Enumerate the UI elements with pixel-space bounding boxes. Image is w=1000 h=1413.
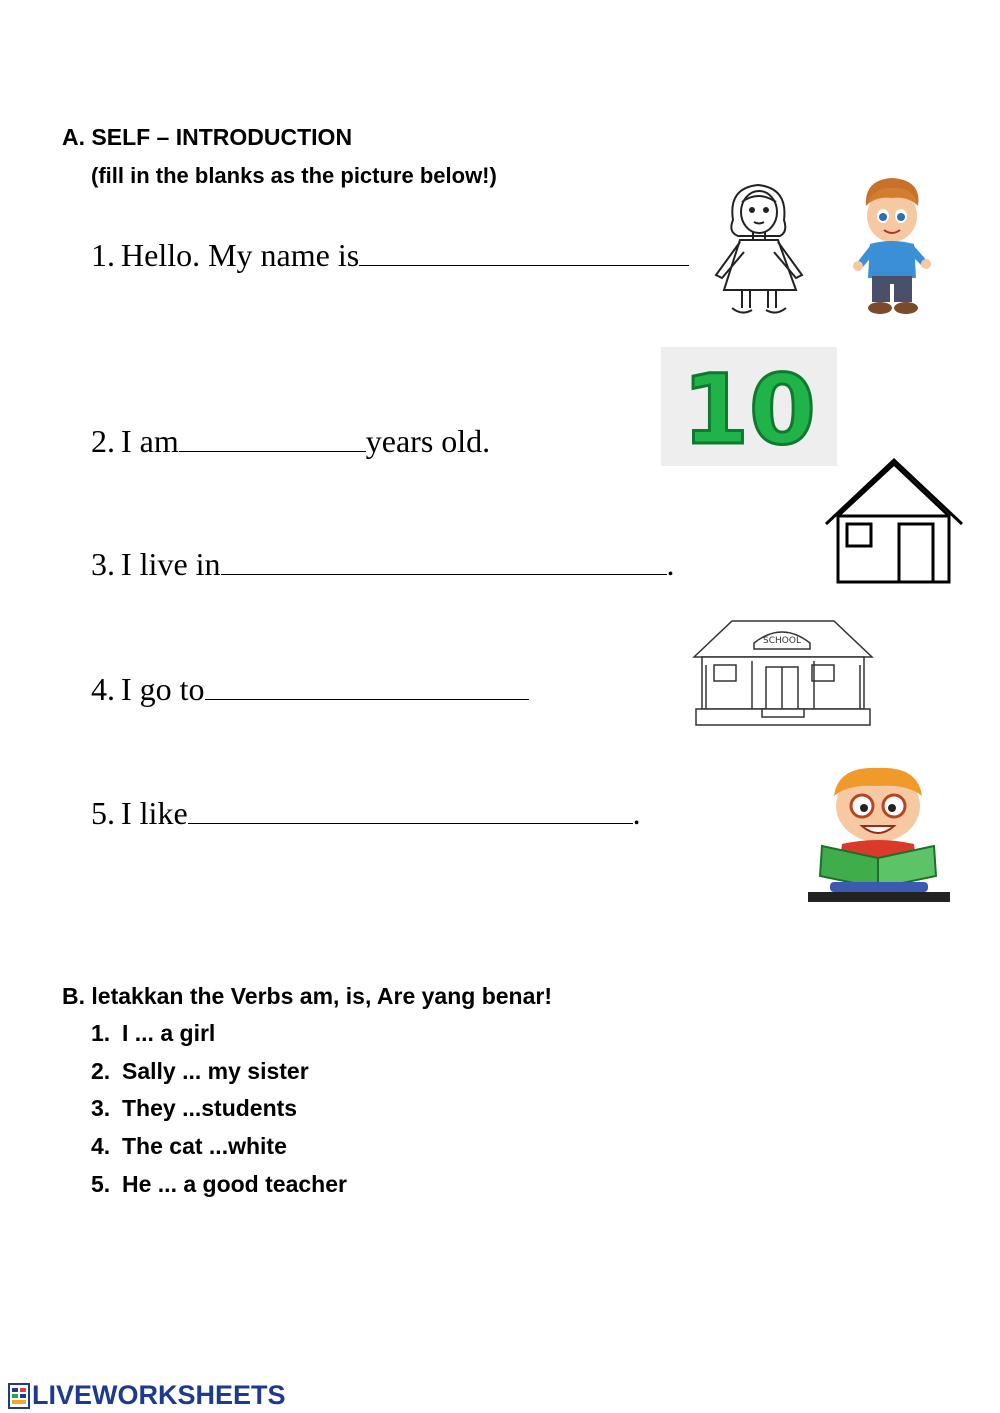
section-a-title: A. SELF – INTRODUCTION xyxy=(62,124,353,150)
item-text: Sally ... my sister xyxy=(122,1058,309,1084)
question-suffix: years old. xyxy=(365,423,491,459)
house-icon xyxy=(823,456,965,586)
question-text: I live in xyxy=(121,546,221,582)
verb-item-1 xyxy=(91,1020,215,1047)
item-text: He ... a good teacher xyxy=(122,1171,347,1197)
question-number: 2. xyxy=(91,423,115,459)
question-number: 1. xyxy=(91,237,115,273)
item-text: The cat ...white xyxy=(122,1133,287,1159)
answer-blank-4[interactable] xyxy=(205,677,529,700)
question-text: I go to xyxy=(121,671,205,707)
number-ten-label: 10 xyxy=(682,354,816,466)
question-text: I am xyxy=(121,423,179,459)
section-a-instruction: (fill in the blanks as the picture below!) xyxy=(91,163,497,188)
number-ten-icon xyxy=(661,347,837,466)
verb-item-5 xyxy=(91,1171,347,1198)
answer-blank-3[interactable] xyxy=(221,552,667,575)
question-5 xyxy=(91,795,641,832)
boy-cartoon-icon xyxy=(852,176,934,320)
footer-brand[interactable] xyxy=(8,1380,286,1411)
boy-reading-icon xyxy=(808,766,950,904)
question-suffix: . xyxy=(666,546,675,582)
item-number: 1. xyxy=(91,1020,111,1046)
verb-item-3 xyxy=(91,1095,297,1122)
answer-blank-1[interactable] xyxy=(359,243,689,266)
verb-item-4 xyxy=(91,1133,287,1160)
school-sign-label: SCHOOL xyxy=(763,636,801,646)
verb-item-2 xyxy=(91,1058,309,1085)
question-number: 4. xyxy=(91,671,115,707)
section-b-title: B. letakkan the Verbs am, is, Are yang benar! xyxy=(62,983,553,1009)
item-text: I ... a girl xyxy=(122,1020,216,1046)
question-2 xyxy=(91,423,490,460)
item-text: They ...students xyxy=(122,1095,298,1121)
question-suffix: . xyxy=(632,795,641,831)
question-1 xyxy=(91,237,689,274)
question-number: 5. xyxy=(91,795,115,831)
number-ten-tile xyxy=(661,347,837,466)
school-building-icon xyxy=(692,617,874,729)
item-number: 5. xyxy=(91,1171,111,1197)
question-4 xyxy=(91,671,529,708)
question-3 xyxy=(91,546,675,583)
footer-brand-text: LIVEWORKSHEETS xyxy=(32,1380,286,1410)
answer-blank-2[interactable] xyxy=(179,429,366,452)
girl-drawing-icon xyxy=(688,180,830,320)
item-number: 3. xyxy=(91,1095,111,1121)
question-text: Hello. My name is xyxy=(121,237,360,273)
question-number: 3. xyxy=(91,546,115,582)
liveworksheets-logo-icon xyxy=(8,1383,30,1409)
item-number: 4. xyxy=(91,1133,111,1159)
answer-blank-5[interactable] xyxy=(188,801,633,824)
item-number: 2. xyxy=(91,1058,111,1084)
question-text: I like xyxy=(121,795,188,831)
